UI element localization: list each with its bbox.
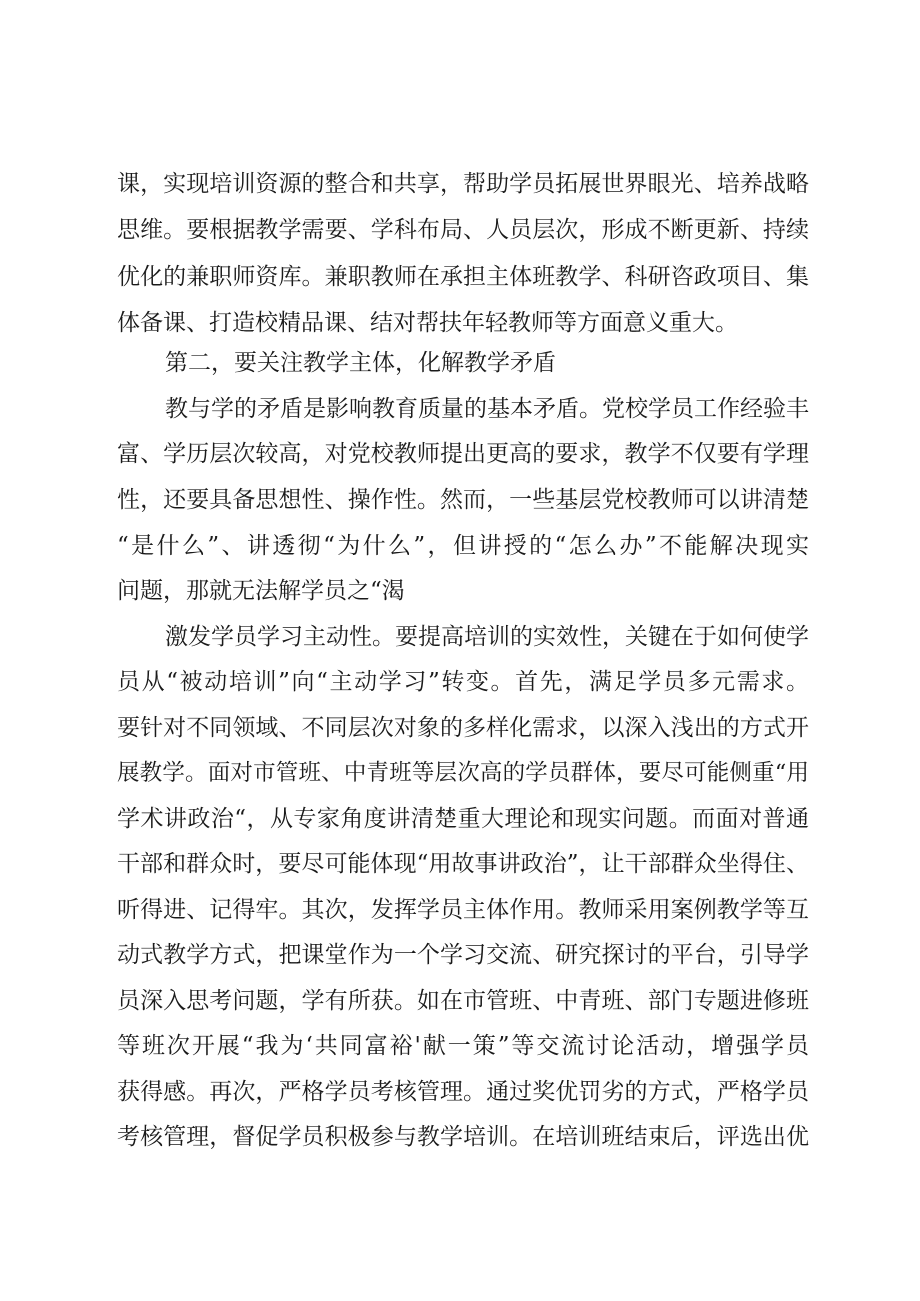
paragraph-line: “是什么”、讲透彻“为什么”，但讲授的“怎么办”不能解决现实: [117, 533, 809, 559]
paragraph-line: 动式教学方式，把课堂作为一个学习交流、研究探讨的平台，引导学: [117, 942, 809, 968]
paragraph-line: 员从“被动培训”向“主动学习”转变。首先，满足学员多元需求。: [117, 669, 809, 695]
paragraph-line: 获得感。再次，严格学员考核管理。通过奖优罚劣的方式，严格学员: [117, 1079, 809, 1105]
paragraph-line: 问题，那就无法解学员之“渴: [117, 578, 405, 604]
section-heading: 第二，要关注教学主体，化解教学矛盾: [165, 350, 556, 376]
paragraph-line: 要针对不同领域、不同层次对象的多样化需求，以深入浅出的方式开: [117, 715, 809, 741]
paragraph-line: 干部和群众时，要尽可能体现“用故事讲政治”，让干部群众坐得住、: [117, 851, 809, 877]
paragraph-line: 富、学历层次较高，对党校教师提出更高的要求，教学不仅要有学理: [117, 441, 809, 467]
paragraph-line: 课，实现培训资源的整合和共享，帮助学员拓展世界眼光、培养战略: [117, 171, 809, 197]
paragraph-line: 展教学。面对市管班、中青班等层次高的学员群体，要尽可能侧重“用: [117, 760, 809, 786]
paragraph-line: 学术讲政治“，从专家角度讲清楚重大理论和现实问题。而面对普通: [117, 806, 809, 832]
paragraph-line: 听得进、记得牢。其次，发挥学员主体作用。教师采用案例教学等互: [117, 897, 809, 923]
paragraph-line: 体备课、打造校精品课、结对帮扶年轻教师等方面意义重大。: [117, 310, 738, 336]
paragraph-line: 等班次开展“我为‘共同富裕'献一策”等交流讨论活动，增强学员: [117, 1033, 809, 1059]
paragraph-line: 性，还要具备思想性、操作性。然而，一些基层党校教师可以讲清楚: [117, 487, 809, 513]
paragraph-line: 考核管理，督促学员积极参与教学培训。在培训班结束后，评选出优: [117, 1124, 809, 1150]
paragraph-line: 优化的兼职师资库。兼职教师在承担主体班教学、科研咨政项目、集: [117, 264, 809, 290]
paragraph-line: 思维。要根据教学需要、学科布局、人员层次，形成不断更新、持续: [117, 217, 809, 243]
paragraph-line: 员深入思考问题，学有所获。如在市管班、中青班、部门专题进修班: [117, 988, 809, 1014]
paragraph-line: 教与学的矛盾是影响教育质量的基本矛盾。党校学员工作经验丰: [165, 396, 809, 422]
paragraph-line: 激发学员学习主动性。要提高培训的实效性，关键在于如何使学: [165, 624, 809, 650]
